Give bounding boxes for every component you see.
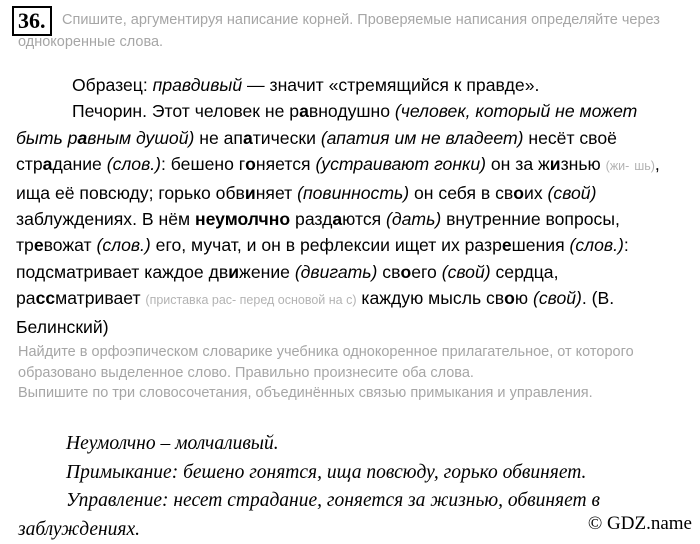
gray-hint: шь)	[634, 159, 655, 173]
text-seg: внутренние вопросы, тр	[16, 209, 620, 255]
hint: (свой)	[442, 262, 491, 282]
text-seg: шения	[512, 235, 570, 255]
text-seg: тически	[253, 128, 321, 148]
text-seg: ю	[515, 288, 533, 308]
sample-label: Образец:	[72, 75, 148, 95]
hint: (слов.)	[107, 154, 161, 174]
hint: (свой)	[533, 288, 582, 308]
letter: о	[513, 183, 524, 203]
text-seg: он за ж	[486, 154, 550, 174]
text-seg: его	[411, 262, 442, 282]
text-seg: каждую мысль св	[356, 288, 504, 308]
sample-word: правдивый	[153, 75, 242, 95]
answer-block	[18, 430, 678, 544]
answer-line: Примыкание: бешено гонятся, ища повсюду, горько обвиняет.	[18, 459, 678, 488]
text-seg: он себя в св	[409, 183, 513, 203]
letter: а	[332, 209, 342, 229]
hint: (человек, который не может быть р	[16, 101, 637, 147]
text-seg: ются	[342, 209, 386, 229]
text-seg: св	[377, 262, 400, 282]
hint: (слов.)	[97, 235, 151, 255]
hint: (дать)	[386, 209, 441, 229]
letter: а	[77, 128, 87, 148]
text-seg: заблуждениях. В нём	[16, 209, 195, 229]
exercise-number: 36.	[12, 6, 52, 36]
text-seg: : бешено г	[161, 154, 245, 174]
letter: е	[502, 235, 512, 255]
answer-line: Неумолчно – молчаливый.	[18, 430, 678, 459]
letter: е	[34, 235, 44, 255]
letter: о	[504, 288, 515, 308]
text-seg: матривает	[55, 288, 145, 308]
hint: (устраивают гонки)	[315, 154, 486, 174]
exercise-task: Спишите, аргументируя написание корней. Проверяемые написания определяйте через однокоренные слова.	[18, 9, 678, 53]
text-seg: жение	[239, 262, 295, 282]
task-line: Выпишите по три словосочетания, объединённых связью примыкания и управления.	[18, 383, 694, 404]
letter: о	[400, 262, 411, 282]
sample-rest: — значит «стремящийся к правде».	[242, 75, 539, 95]
text-seg: внодушно	[309, 101, 395, 121]
text-seg: не ап	[194, 128, 243, 148]
text-seg: несёт своё стр	[16, 128, 617, 174]
sample-line	[16, 72, 681, 98]
text-seg: сердца, ра	[16, 262, 558, 308]
text-seg: Печорин. Этот человек не р	[72, 101, 299, 121]
highlighted-word: неумолчно	[195, 209, 290, 229]
text-seg: : подсматривает каждое дв	[16, 235, 629, 281]
text-seg: их	[524, 183, 548, 203]
hint: вным душой)	[87, 128, 194, 148]
text-seg: разд	[290, 209, 332, 229]
additional-tasks	[18, 342, 694, 404]
text-seg: его, мучат, и он в рефлексии ищет их разр	[151, 235, 502, 255]
text-seg: няется	[256, 154, 316, 174]
letter: сс	[36, 288, 56, 308]
task-line: Найдите в орфоэпическом словарике учебника однокоренное прилагательное, от которого образовано выделенное слово. Правильно произнесите оба слова.	[18, 342, 694, 383]
main-paragraph	[16, 98, 681, 340]
letter: и	[550, 154, 561, 174]
letter: а	[43, 154, 53, 174]
exercise-text	[16, 72, 681, 340]
text-seg: няет	[256, 183, 297, 203]
text-seg: знью	[561, 154, 606, 174]
hint: (апатия им не владеет)	[321, 128, 524, 148]
gray-hint: (жи-	[606, 159, 630, 173]
hint: (двигать)	[295, 262, 378, 282]
answer-line: заблуждениях.	[18, 516, 678, 544]
letter: и	[228, 262, 239, 282]
hint: (повинность)	[297, 183, 409, 203]
hint: (слов.)	[570, 235, 624, 255]
hint: (свой)	[548, 183, 597, 203]
text-seg: , ища её повсюду; горько обв	[16, 154, 660, 202]
answer-line: Управление: несет страдание, гоняется за жизнью, обвиняет в	[18, 487, 678, 516]
letter: и	[245, 183, 256, 203]
text-seg: . (В. Белинский)	[16, 288, 614, 336]
letter: о	[245, 154, 256, 174]
letter: а	[243, 128, 253, 148]
text-seg: дание	[52, 154, 106, 174]
gray-hint: (приставка рас- перед основой на с)	[145, 293, 356, 307]
watermark: © GDZ.name	[588, 513, 692, 535]
letter: а	[299, 101, 309, 121]
text-seg: вожат	[44, 235, 97, 255]
